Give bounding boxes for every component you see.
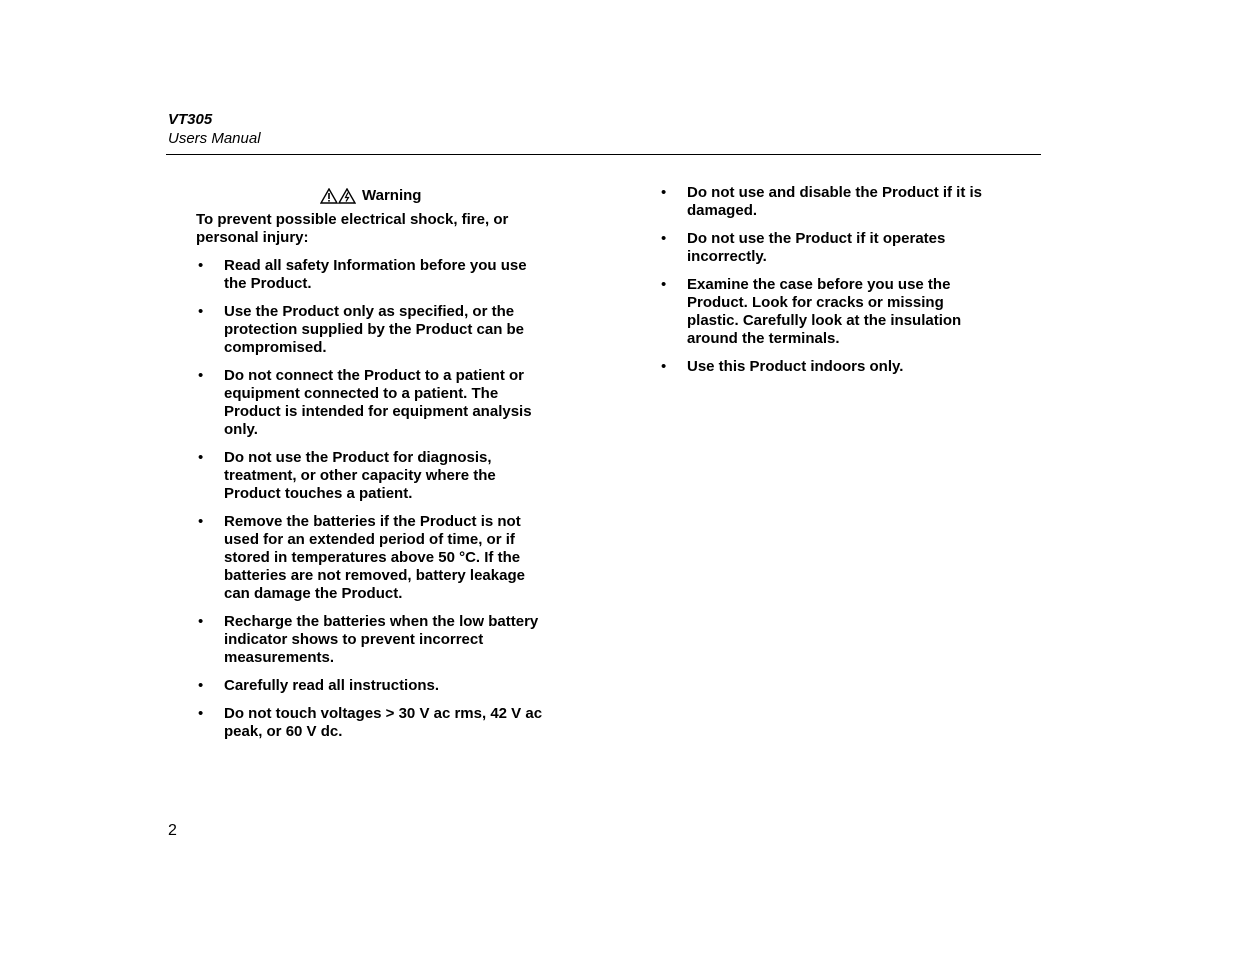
bullet-marker: • <box>198 613 204 630</box>
page-number: 2 <box>168 822 177 839</box>
bullet-marker: • <box>198 367 204 384</box>
bullet-marker: • <box>198 513 204 530</box>
list-item <box>196 449 546 503</box>
electrical-hazard-icon <box>338 188 356 204</box>
warning-label: Warning <box>362 187 422 204</box>
warning-triangle-icon <box>320 188 338 204</box>
list-item-text: Read all safety Information before you use the Product. <box>224 257 527 292</box>
list-item <box>196 705 546 741</box>
list-item-text: Do not use the Product for diagnosis, treatment, or other capacity where the Product touches a patient. <box>224 449 496 502</box>
list-item <box>659 184 999 220</box>
list-item <box>196 613 546 667</box>
list-item <box>196 677 546 695</box>
bullet-marker: • <box>661 184 667 201</box>
list-item-text: Carefully read all instructions. <box>224 677 440 694</box>
document-subtitle: Users Manual <box>168 130 261 147</box>
list-item-text: Use this Product indoors only. <box>687 358 904 375</box>
list-item <box>659 230 999 266</box>
warning-intro: To prevent possible electrical shock, fire, or personal injury: <box>196 211 509 246</box>
list-item-text: Use the Product only as specified, or the protection supplied by the Product can be compromised. <box>224 303 525 356</box>
list-item <box>659 358 999 376</box>
list-item <box>196 367 546 439</box>
list-item-text: Recharge the batteries when the low battery indicator shows to prevent incorrect measurements. <box>224 613 539 666</box>
list-item-text: Do not use the Product if it operates incorrectly. <box>687 230 946 265</box>
bullet-marker: • <box>198 449 204 466</box>
warning-icons <box>320 188 356 204</box>
bullet-marker: • <box>661 358 667 375</box>
list-item-text: Do not touch voltages > 30 V ac rms, 42 V ac peak, or 60 V dc. <box>224 705 543 740</box>
list-item <box>196 303 546 357</box>
bullet-marker: • <box>198 705 204 722</box>
header-divider <box>166 154 1041 155</box>
list-item <box>196 513 546 603</box>
bullet-marker: • <box>661 230 667 247</box>
list-item-text: Do not use and disable the Product if it is damaged. <box>687 184 983 219</box>
list-item-text: Remove the batteries if the Product is not used for an extended period of time, or if stored in temperatures above 50 °C. If the batteries are not removed, battery leakage can damage the Product. <box>224 513 525 602</box>
document-product-name: VT305 <box>168 111 213 128</box>
list-item-text: Examine the case before you use the Product. Look for cracks or missing plastic. Carefully look at the insulation around the terminals. <box>687 276 962 347</box>
bullet-marker: • <box>198 677 204 694</box>
list-item-text: Do not connect the Product to a patient or equipment connected to a patient. The Product is intended for equipment analysis only. <box>224 367 532 438</box>
bullet-marker: • <box>661 276 667 293</box>
list-item <box>659 276 999 348</box>
warning-heading <box>320 187 421 205</box>
list-item <box>196 257 546 293</box>
bullet-marker: • <box>198 303 204 320</box>
bullet-marker: • <box>198 257 204 274</box>
right-bullet-list <box>659 184 999 386</box>
left-bullet-list <box>196 257 546 751</box>
